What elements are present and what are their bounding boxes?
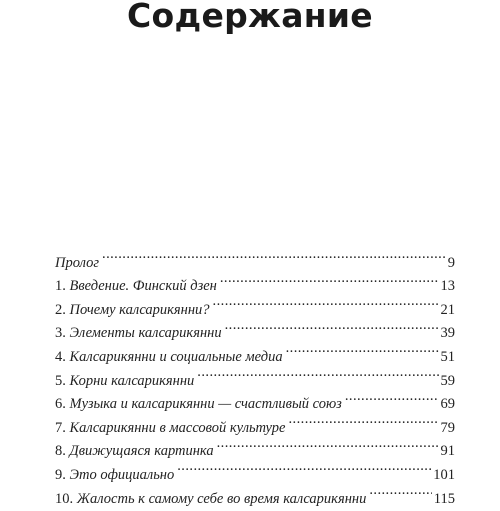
toc-entry-label: Движущаяся картинка: [69, 443, 214, 460]
toc-entry-number: 9.: [55, 466, 66, 483]
toc-entry-label: Корни калсарикянни: [69, 372, 195, 389]
toc-entry-page: 91: [440, 443, 455, 460]
toc-entry-label: Пролог: [55, 254, 100, 271]
toc-entry-number: 10.: [55, 490, 74, 507]
toc-entry-number: 5.: [55, 372, 66, 389]
toc-entry-page: 9: [447, 254, 455, 271]
toc-entry-label: Музыка и калсарикянни — счастливый союз: [69, 396, 342, 413]
toc-entry-label: Элементы калсарикянни: [69, 325, 222, 342]
toc-entry-page: 51: [440, 348, 455, 365]
toc-entry-number: 4.: [55, 348, 66, 365]
toc-entry-number: 8.: [55, 443, 66, 460]
dot-leader: [345, 385, 439, 409]
toc-entry-label: Почему калсарикянни?: [69, 301, 210, 318]
toc-entry-label: Введение. Финский дзен: [69, 278, 217, 295]
toc-entry-1: [55, 267, 455, 295]
dot-leader: [220, 267, 439, 291]
toc-entry-page: 39: [440, 325, 455, 342]
toc-entry-number: 2.: [55, 301, 66, 318]
toc-entry-page: 21: [440, 301, 455, 318]
dot-leader: [213, 290, 439, 314]
toc-entry-page: 69: [440, 396, 455, 413]
toc-entry-page: 115: [433, 490, 455, 507]
dot-leader: [197, 361, 438, 385]
dot-leader: [369, 479, 431, 503]
toc-entry-label: Калсарикянни в массовой культуре: [69, 419, 286, 436]
toc-entry-number: 3.: [55, 325, 66, 342]
toc-entry-number: 7.: [55, 419, 66, 436]
dot-leader: [217, 432, 439, 456]
table-of-contents: [55, 243, 455, 507]
page-title: Содержание: [127, 0, 373, 35]
dot-leader: [177, 455, 431, 479]
toc-entry-number: 6.: [55, 396, 66, 413]
toc-entry-page: 13: [440, 278, 455, 295]
dot-leader: [102, 243, 446, 267]
toc-entry-prologue: [55, 243, 455, 271]
toc-entry-label: Это официально: [69, 466, 175, 483]
toc-entry-page: 101: [433, 466, 455, 483]
toc-entry-page: 59: [440, 372, 455, 389]
toc-entry-label: Жалость к самому себе во время калсарикянни: [76, 490, 367, 507]
dot-leader: [225, 314, 439, 338]
toc-entry-page: 79: [440, 419, 455, 436]
toc-entry-number: 1.: [55, 278, 66, 295]
dot-leader: [286, 337, 439, 361]
dot-leader: [289, 408, 439, 432]
toc-entry-label: Калсарикянни и социальные медиа: [69, 348, 283, 365]
